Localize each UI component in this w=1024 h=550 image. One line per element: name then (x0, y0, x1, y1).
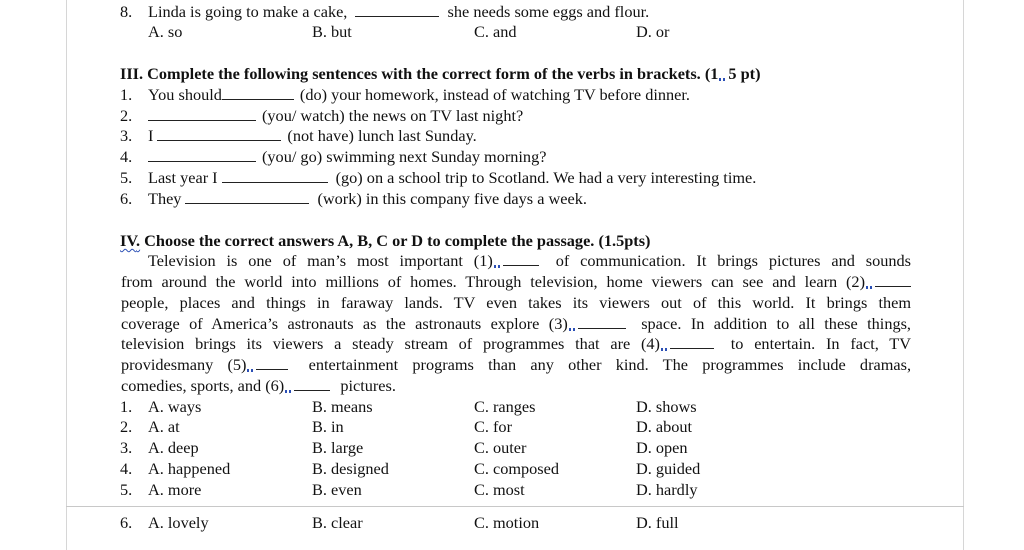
passage-text: from around the world into millions of homes. Through television, home viewers can see and learn (2) (121, 272, 865, 291)
option-a: A. ways (148, 397, 202, 416)
blank-mark (285, 385, 293, 393)
passage-line (121, 334, 911, 355)
answer-blank[interactable] (185, 189, 309, 204)
option-c: C. most (474, 480, 525, 499)
item-before: They (148, 189, 182, 208)
option-d: D. hardly (636, 480, 698, 499)
option-d: D. full (636, 513, 679, 532)
item-after: (do) your homework, instead of watching TV before dinner. (299, 85, 690, 104)
option-d: D. shows (636, 397, 697, 416)
item-number: 3. (120, 126, 133, 145)
passage-text: coverage of America’s astronauts as the astronauts explore (3) (121, 314, 568, 333)
answer-number: 3. (120, 438, 133, 457)
item-after: (go) on a school trip to Scotland. We had a very interesting time. (335, 168, 757, 187)
passage-text: Television is one of man’s most important (1) (148, 251, 493, 270)
option-c: C. and (474, 22, 517, 41)
answer-number: 5. (120, 480, 133, 499)
option-b: B. clear (312, 513, 363, 532)
page-border-right (963, 0, 964, 550)
comma-placeholder-mark (719, 73, 727, 81)
option-c: C. outer (474, 438, 527, 457)
item-number: 4. (120, 147, 133, 166)
item-text (148, 126, 477, 146)
item-after: (not have) lunch last Sunday. (287, 126, 477, 145)
passage-text: space. In addition to all these things, (641, 314, 912, 333)
option-c: C. motion (474, 513, 540, 532)
passage-blank-3[interactable] (578, 314, 626, 329)
option-c: C. for (474, 417, 512, 436)
option-d: D. about (636, 417, 693, 436)
answer-blank[interactable] (157, 126, 281, 141)
section-score: 5 pt) (728, 64, 761, 83)
option-a: A. happened (148, 459, 231, 478)
section-3-heading (120, 64, 761, 84)
question-number: 8. (120, 2, 133, 21)
option-d: D. guided (636, 459, 701, 478)
passage-line (121, 355, 911, 376)
passage-blank-1[interactable] (503, 251, 539, 266)
passage-blank-2[interactable] (875, 272, 911, 287)
section-roman-numeral: IV (120, 231, 136, 250)
option-c: C. composed (474, 459, 560, 478)
item-number: 2. (120, 106, 133, 125)
question-text-part2: she needs some eggs and flour. (447, 2, 650, 21)
question-text-part1: Linda is going to make a cake, (148, 2, 348, 21)
option-b: B. means (312, 397, 373, 416)
item-before: You should (148, 85, 222, 104)
item-number: 1. (120, 85, 133, 104)
item-number: 5. (120, 168, 133, 187)
page-border-left (66, 0, 67, 550)
section-heading-text: . Complete the following sentences with the correct form of the verbs in brackets. (1 (139, 64, 719, 83)
option-d: D. or (636, 22, 670, 41)
answer-number: 4. (120, 459, 133, 478)
option-a: A. lovely (148, 513, 209, 532)
answer-blank[interactable] (222, 168, 328, 183)
question-text (148, 2, 649, 22)
passage-line (121, 314, 911, 335)
item-after: (work) in this company five days a week. (317, 189, 587, 208)
section-roman-punct: . (136, 231, 141, 250)
passage-text: people, places and things in faraway lands. TV even takes its viewers out of this world. It brings them (121, 293, 911, 312)
item-after: (you/ go) swimming next Sunday morning? (262, 147, 547, 166)
passage-text: providesmany (5) (121, 355, 247, 374)
passage-blank-5[interactable] (256, 355, 288, 370)
section-heading-text: Choose the correct answers A, B, C or D to complete the passage. (1.5pts) (140, 231, 651, 250)
passage-text: comedies, sports, and (6) (121, 376, 285, 395)
answer-blank[interactable] (148, 106, 256, 121)
blank-mark (661, 343, 669, 351)
answer-blank[interactable] (148, 147, 256, 162)
option-b: B. but (312, 22, 352, 41)
item-text (148, 85, 690, 105)
option-b: B. designed (312, 459, 389, 478)
passage-line (121, 272, 911, 293)
item-text (148, 168, 756, 188)
blank-mark (569, 323, 577, 331)
item-text (148, 147, 546, 167)
option-b: B. large (312, 438, 364, 457)
section-4-heading (120, 231, 650, 251)
option-c: C. ranges (474, 397, 536, 416)
blank-mark (494, 260, 502, 268)
item-before: Last year I (148, 168, 218, 187)
answer-blank[interactable] (355, 2, 439, 17)
passage-blank-4[interactable] (670, 334, 714, 349)
page-break-divider (66, 506, 964, 507)
passage-text: entertainment programs than any other kind. The programmes include dramas, (308, 355, 912, 374)
item-after: (you/ watch) the news on TV last night? (262, 106, 524, 125)
option-a: A. at (148, 417, 180, 436)
option-b: B. even (312, 480, 362, 499)
section-roman-numeral: III (120, 64, 140, 83)
option-b: B. in (312, 417, 344, 436)
passage-line (121, 293, 911, 314)
passage-text: to entertain. In fact, TV (730, 334, 911, 353)
answer-number: 6. (120, 513, 133, 532)
passage-text: of communication. It brings pictures and sounds (555, 251, 912, 270)
passage-text: pictures. (340, 376, 396, 395)
passage-line (121, 251, 911, 272)
passage-line (121, 376, 911, 397)
item-number: 6. (120, 189, 133, 208)
passage-text: television brings its viewers a steady stream of programmes that are (4) (121, 334, 660, 353)
answer-blank[interactable] (222, 85, 294, 100)
option-d: D. open (636, 438, 688, 457)
answer-number: 1. (120, 397, 133, 416)
blank-mark (247, 364, 255, 372)
option-a: A. so (148, 22, 183, 41)
passage-blank-6[interactable] (294, 376, 330, 391)
option-a: A. deep (148, 438, 199, 457)
blank-mark (866, 281, 874, 289)
answer-number: 2. (120, 417, 133, 436)
item-text (148, 106, 523, 126)
item-before: I (148, 126, 154, 145)
option-a: A. more (148, 480, 202, 499)
item-text (148, 189, 587, 209)
